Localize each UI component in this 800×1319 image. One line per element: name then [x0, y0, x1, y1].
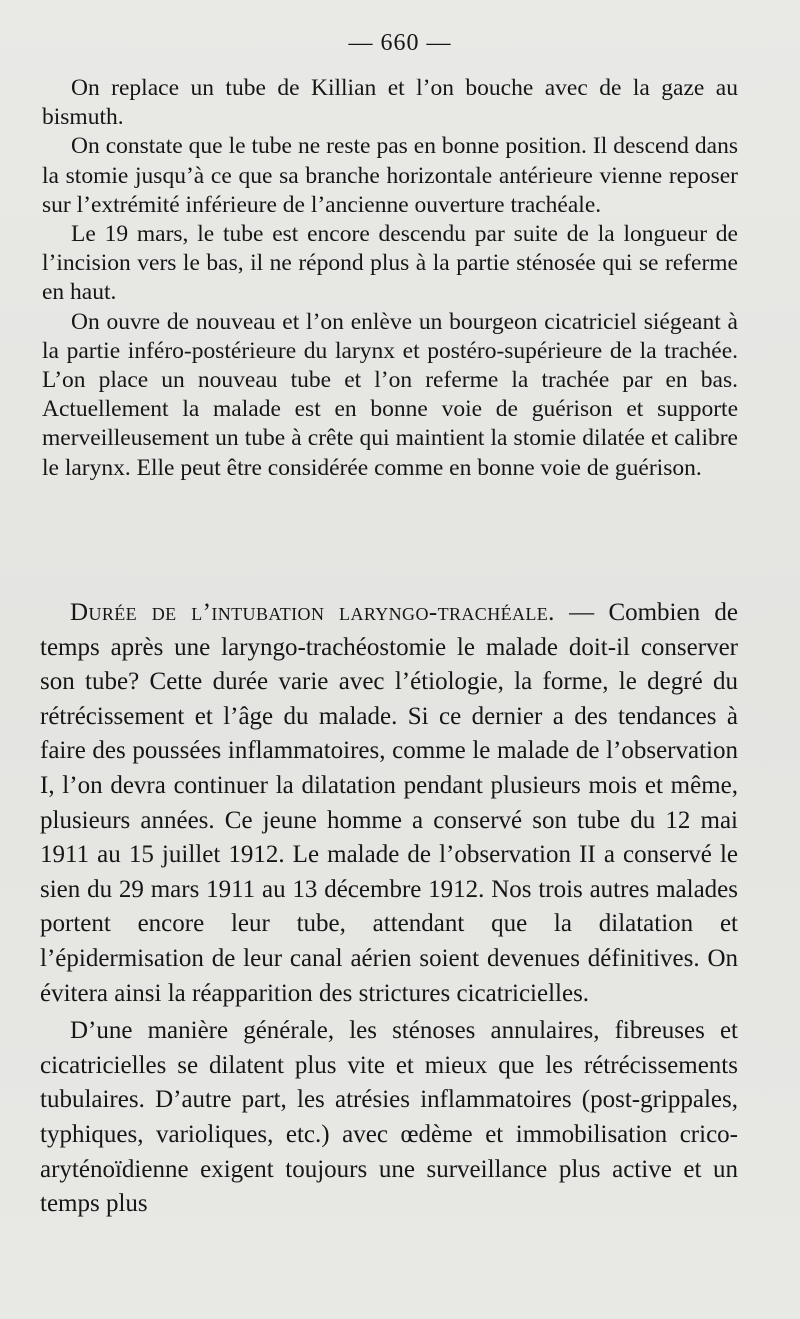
section-heading: Durée de l’intubation laryngo-trachéale. [70, 599, 555, 626]
heading-dash: — [554, 599, 609, 626]
section-body: Combien de temps après une laryngo-trachéostomie le malade doit-il conserver son tube? Cette durée varie avec l’étiologie, la forme, le degré du rétrécissement et l’âge du malade. Si ce dernier a des tendances à faire des poussées inflammatoires, comme le malade de l’observation I, l’on devra continuer la dilatation pendant plusieurs mois et même, plusieurs années. Ce jeune homme a conservé son tube du 12 mai 1911 au 15 juillet 1912. Le malade de l’observation II a conservé le sien du 29 mars 1911 au 13 décembre 1912. Nos trois autres malades portent encore leur tube, attendant que la dilatation et l’épidermisation de leur canal aérien soient devenues définitives. On évitera ainsi la réapparition des strictures cicatricielles. [40, 599, 738, 1007]
paragraph: On ouvre de nouveau et l’on enlève un bourgeon cicatriciel siégeant à la partie inféro-postérieure du larynx et postéro-supérieure de la trachée. L’on place un nouveau tube et l’on referme la trachée par en bas. Actuellement la malade est en bonne voie de guérison et supporte merveilleusement un tube à crête qui maintient la stomie dilatée et calibre le larynx. Elle peut être considérée comme en bonne voie de guérison. [42, 308, 738, 481]
section-intubation-duration [40, 596, 738, 1222]
paragraph: On constate que le tube ne reste pas en bonne position. Il descend dans la stomie jusqu’à ce que sa branche horizontale antérieure vienne reposer sur l’extrémité inférieure de l’ancienne ouverture trachéale. [42, 133, 738, 218]
paragraph: Le 19 mars, le tube est encore descendu par suite de la longueur de l’incision vers le bas, il ne répond plus à la partie sténosée qui se referme en haut. [42, 221, 738, 306]
section-paragraph [40, 596, 738, 1011]
paragraph: On replace un tube de Killian et l’on bouche avec de la gaze au bismuth. [42, 75, 738, 131]
page-number: — 660 — [348, 30, 452, 56]
observation-text [42, 74, 738, 483]
paragraph: D’une manière générale, les sténoses annulaires, fibreuses et cicatricielles se dilatent plus vite et mieux que les rétrécissements tubulaires. D’autre part, les atrésies inflammatoires (post-grippales, typhiques, varioliques, etc.) avec œdème et immobilisation crico-aryténoïdienne exigent toujours une surveillance plus active et un temps plus [40, 1017, 738, 1218]
